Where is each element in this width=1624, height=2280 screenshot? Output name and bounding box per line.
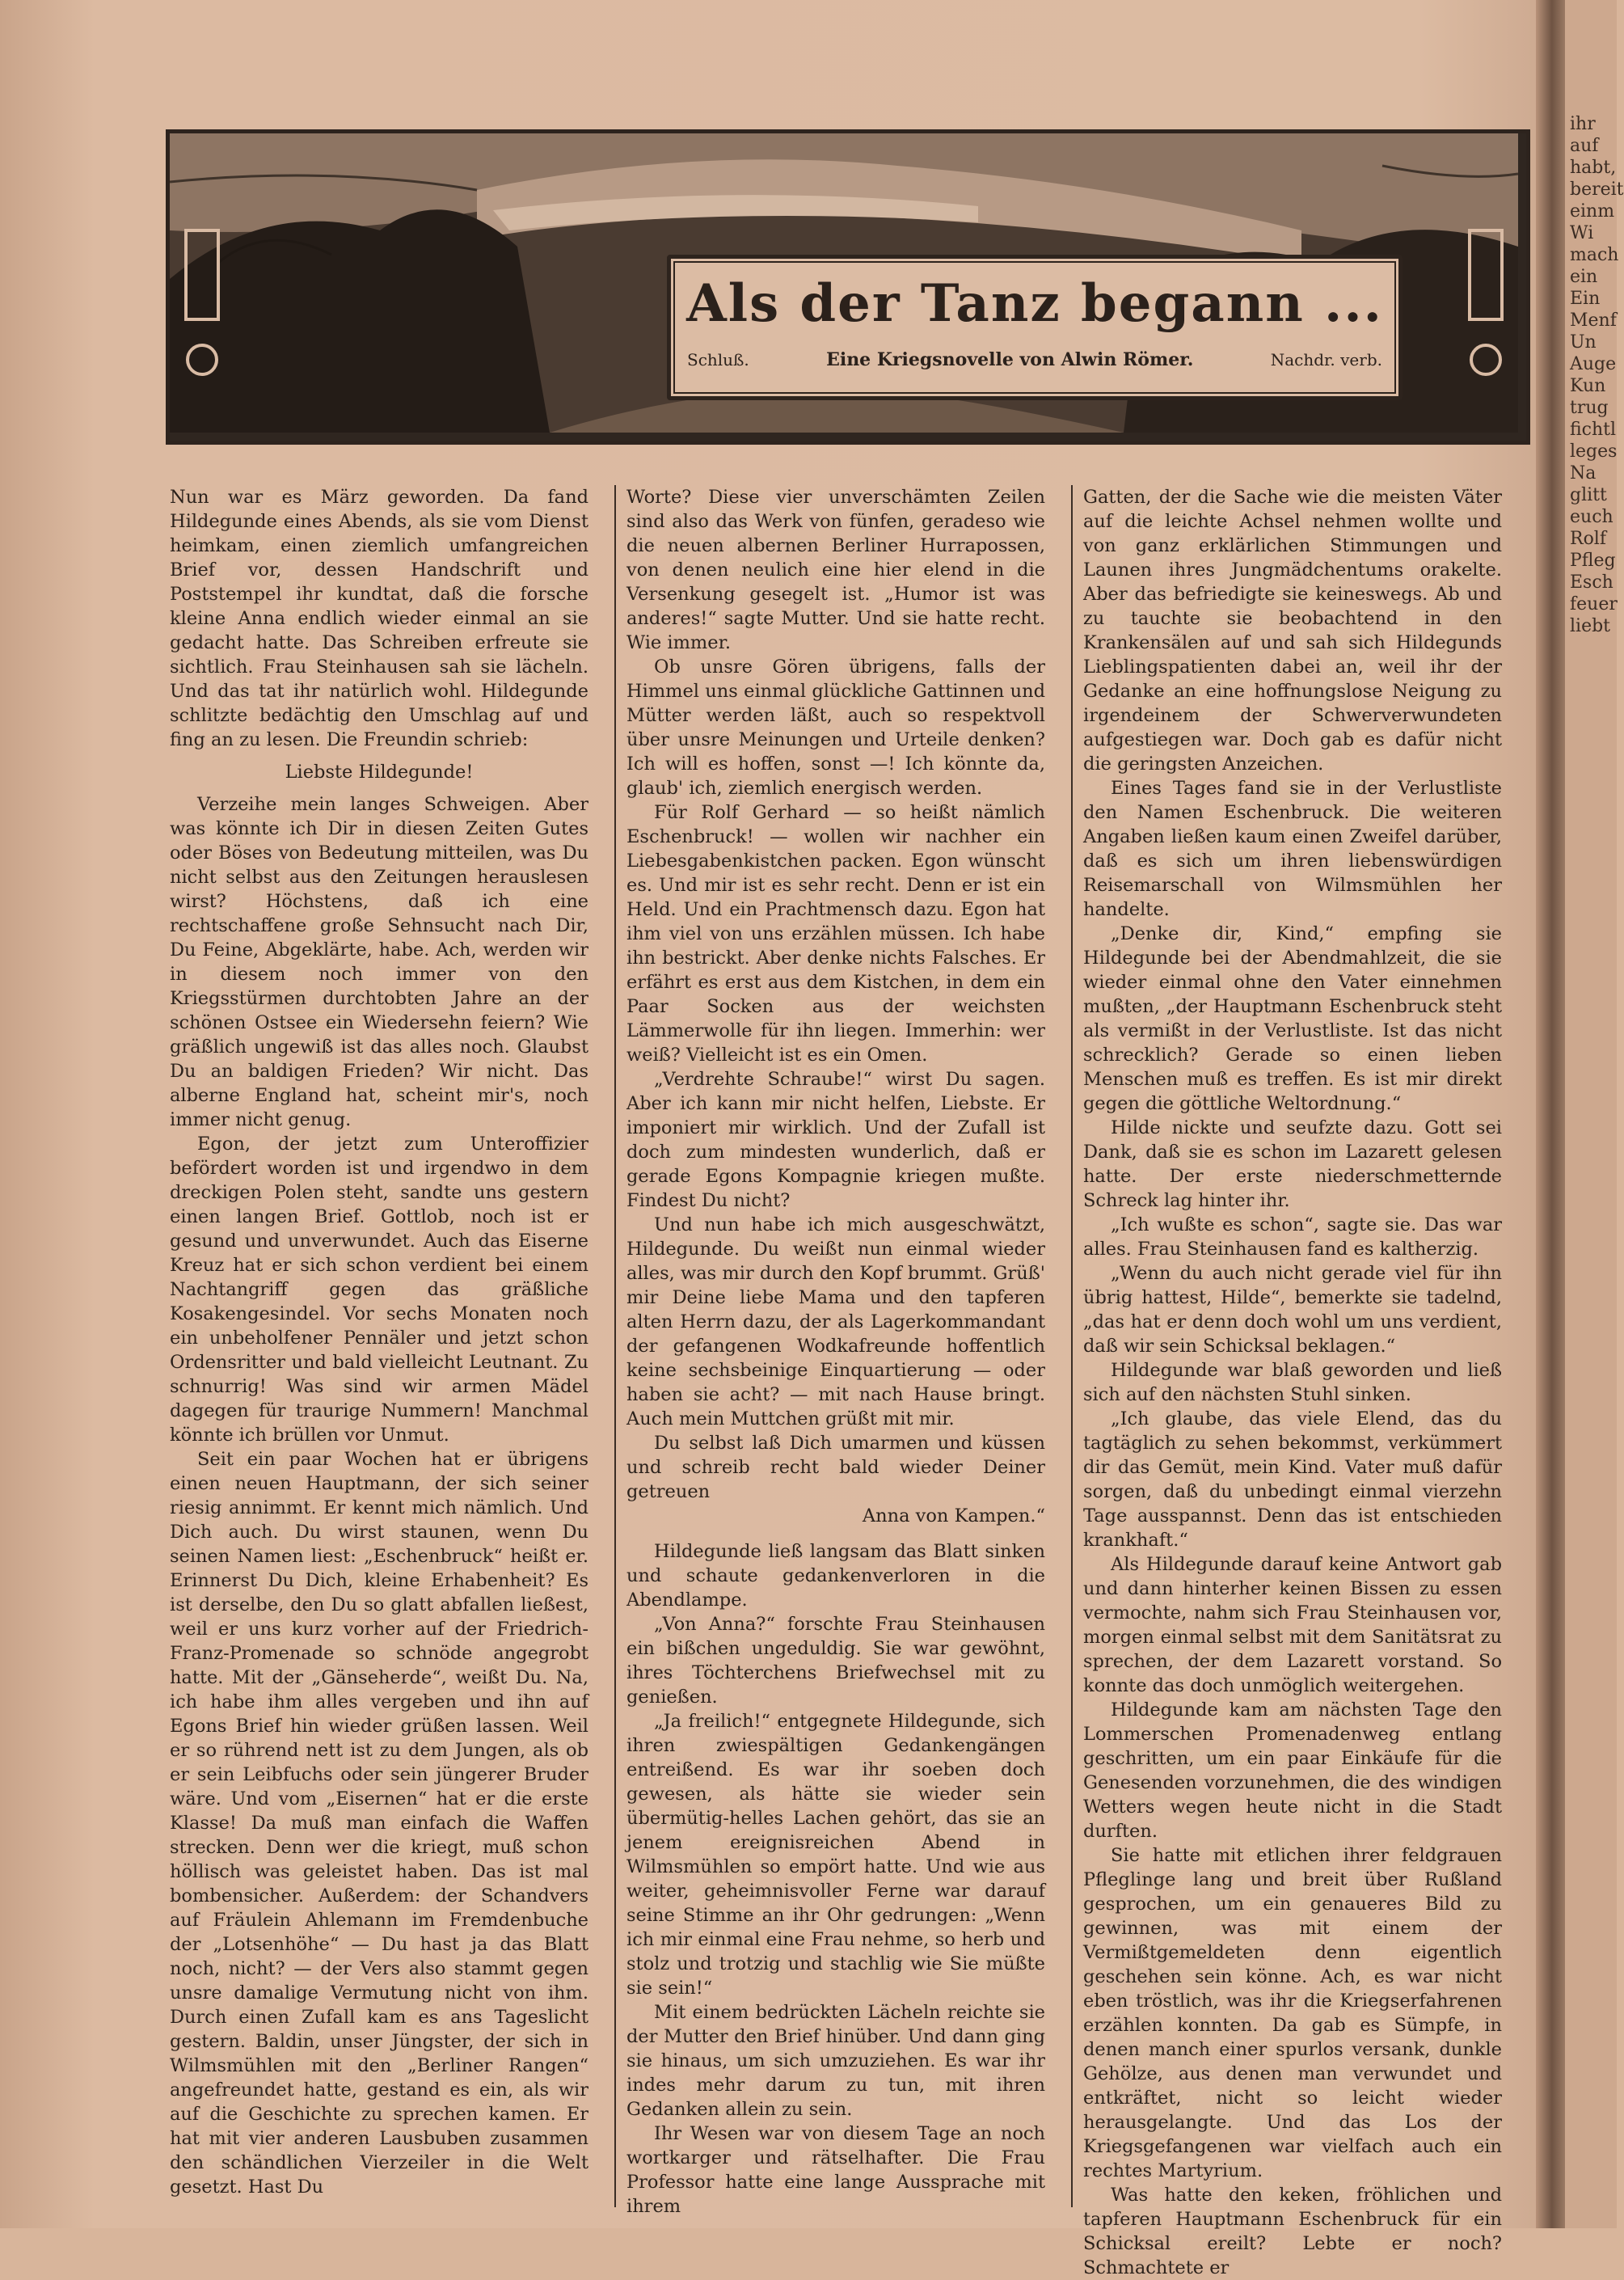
fragment: glitt <box>1570 485 1607 505</box>
article-title: Als der Tanz begann ... <box>686 273 1383 334</box>
fragment: liebt <box>1570 616 1611 636</box>
paragraph: Egon, der jetzt zum Unteroffizier befördert worden ist und irgendwo in dem dreckigen Polen steht, sandte uns gestern einen langen Brief. Gottlob, noch ist er gesund und unverwundet. Auch das Eiserne Kreuz hat er sich schon verdient bei einem Nachtangriff gegen das gräßliche Kosakengesindel. Vor sechs Monaten noch ein unbeholfener Pennäler und jetzt schon Ordensritter und bald vielleicht Leutnant. Zu schnurrig! Was sind wir armen Mädel dagegen für traurige Nummern! Manchmal könnte ich brüllen vor Unmut. <box>170 1134 588 1446</box>
fragment: Pfleg <box>1570 551 1616 571</box>
text-column-3 <box>1083 485 1502 2278</box>
fragment: trug <box>1570 398 1609 418</box>
fragment: feuer <box>1570 594 1618 614</box>
paragraph: Eines Tages fand sie in der Verlustliste den Namen Eschenbruck. Die weiteren Angaben ließen kaum einen Zweifel darüber, daß es sich um ihren liebenswürdigen Reisemarschall von Wilmsmühlen her handelte. <box>1083 778 1502 920</box>
fragment: leges <box>1570 441 1618 462</box>
paragraph: Mit einem bedrückten Lächeln reichte sie der Mutter den Brief hinüber. Und dann ging sie hinaus, um sich umzuziehen. Es war ihr indes mehr darum zu tun, mit ihren Gedanken allein zu sein. <box>626 2002 1045 2120</box>
header-illustration <box>166 129 1530 445</box>
fragment: habt, <box>1570 158 1617 178</box>
paragraph: „Verdrehte Schraube!“ wirst Du sagen. Aber ich kann mir nicht helfen, Liebste. Er imponiert mir wirklich. Und der Zufall ist doch zum mindesten wunderlich, daß er gerade Egons Kompagnie kriegen mußte. Findest Du nicht? <box>626 1069 1045 1211</box>
paragraph: „Ich glaube, das viele Elend, das du tagtäglich zu sehen bekommst, verkümmert dir das Gemüt, mein Kind. Vater muß dafür sorgen, daß du unbedingt einmal vierzehn Tage ausspannst. Denn das ist entschieden krankhaft.“ <box>1083 1408 1502 1551</box>
text-column-2 <box>626 485 1045 2215</box>
part-note: Schluß. <box>687 350 749 369</box>
fragment: fichtl <box>1570 420 1617 440</box>
paragraph: Ob unsre Gören übrigens, falls der Himmel uns einmal glückliche Gattinnen und Mütter werden läßt, auch so respektvoll über unsre Meinungen und Urteile denken? Ich will es hoffen, sonst —! Ich könnte da, glaub' ich, ziemlich energisch werden. <box>626 657 1045 799</box>
fragment: mach <box>1570 245 1619 265</box>
paragraph: Seit ein paar Wochen hat er übrigens einen neuen Hauptmann, der sich seiner riesig annimmt. Er kennt mich nämlich. Und Dich auch. Du wirst staunen, wenn Du seinen Namen liest: „Eschenbruck“ heißt er. Erinnerst Du Dich, kleine Erhabenheit? Es ist derselbe, den Du so glatt abfallen ließest, weil er uns kurz vorher auf der Friedrich-Franz-Promenade so schnöde angegrobt hatte. Mit der „Gänseherde“, weißt Du. Na, ich habe ihm alles vergeben und ihn auf Egons Brief hin wieder grüßen lassen. Weil er so rührend nett ist zu dem Jungen, als ob er sein Leibfuchs oder sein jüngerer Bruder wäre. Und vom „Eisernen“ hat er die erste Klasse! Da muß man einfach die Waffen strecken. Denn wer die kriegt, muß schon höllisch was geleistet haben. Das ist mal bombensicher. Außerdem: der Schandvers auf Fräulein Ahlemann im Fremdenbuche der „Lotsenhöhe“ — Du hast ja das Blatt noch, nicht? — der Vers also stammt gegen unsre damalige Vermutung nicht von ihm. Durch einen Zufall kam es ans Tageslicht gestern. Baldin, unser Jüngster, der sich in Wilmsmühlen mit den „Berliner Rangen“ angefreundet hatte, gestand es ein, als wir auf die Geschichte zu sprechen kamen. Er hat mit vier anderen Lausbuben zusammen den schändlichen Vierzeiler in die Welt gesetzt. Hast Du <box>170 1449 588 2198</box>
paragraph: „Denke dir, Kind,“ empfing sie Hildegunde bei der Abendmahlzeit, die sie wieder einmal ohne den Vater einnehmen mußten, „der Hauptmann Eschenbruck steht als vermißt in der Verlustliste. Ist das nicht schrecklich? Gerade so einen lieben Menschen muß es treffen. Es ist mir direkt gegen die göttliche Weltordnung.“ <box>1083 923 1502 1114</box>
letter-signature: Anna von Kampen.“ <box>862 1505 1045 1526</box>
fragment: Menf <box>1570 310 1617 331</box>
fragment: auf <box>1570 136 1599 156</box>
fragment: Wi <box>1570 223 1594 243</box>
paragraph: Worte? Diese vier unverschämten Zeilen sind also das Werk von fünfen, geradeso wie die neuen albernen Berliner Hurrapossen, von denen neulich eine hier elend in die Versenkung gesegelt ist. „Humor ist was anderes!“ sagte Mutter. Und sie hatte recht. Wie immer. <box>626 487 1045 653</box>
paragraph: Gatten, der die Sache wie die meisten Väter auf die leichte Achsel nehmen wollte und von ganz erklärlichen Stimmungen und Launen ihres Jungmädchentums orakelte. Aber das befriedigte sie keineswegs. Ab und zu tauchte sie beobachtend in den Krankensälen auf und sah sich Hildegunds Lieblingspatienten dabei an, weil ihr der Gedanke an eine hoffnungslose Neigung zu irgendeinem der Schwerverwundeten aufgestiegen war. Doch gab es dafür nicht die geringsten Anzeichen. <box>1083 487 1502 775</box>
column-rule <box>1071 485 1073 2207</box>
paragraph: Sie hatte mit etlichen ihrer feldgrauen Pfleglinge lang und breit über Rußland gesprochen, um ein genaueres Bild zu gewinnen, was mit einem der Vermißtgemeldeten denn eigentlich geschehen sein könne. Ach, es war nicht eben tröstlich, was ihr die Kriegserfahrenen erzählen konnten. Da gab es Sümpfe, in denen manch einer spurlos versank, dunkle Gehölze, aus denen man verwundet und entkräftet, nicht so leicht wieder herausgelangte. Und das Los der Kriegsgefangenen war vielfach auch ein rechtes Martyrium. <box>1083 1845 1502 2181</box>
adjacent-page-edge <box>1565 0 1624 2228</box>
byline <box>687 349 1382 370</box>
paragraph: Hildegunde ließ langsam das Blatt sinken und schaute gedankenverloren in die Abendlampe. <box>626 1541 1045 1611</box>
paragraph: „Von Anna?“ forschte Frau Steinhausen ein bißchen ungeduldig. Sie war gewöhnt, ihres Töchterchens Briefwechsel mit zu genießen. <box>626 1614 1045 1708</box>
paragraph: Ihr Wesen war von diesem Tage an noch wortkarger und rätselhafter. Die Frau Professor hatte eine lange Aussprache mit ihrem <box>626 2123 1045 2217</box>
paragraph: Hilde nickte und seufzte dazu. Gott sei Dank, daß sie es schon im Lazarett gelesen hatte. Der erste niederschmetternde Schreck lag hinter ihr. <box>1083 1117 1502 1211</box>
fragment: Rolf <box>1570 529 1606 549</box>
paragraph: Was hatte den keken, fröhlichen und tapferen Hauptmann Eschenbruck für ein Schicksal ereilt? Lebte er noch? Schmachtete er <box>1083 2185 1502 2278</box>
paragraph: Verzeihe mein langes Schweigen. Aber was könnte ich Dir in diesen Zeiten Gutes oder Böses von Bedeutung mitteilen, was Du nicht selbst aus den Zeitungen herauslesen wirst? Höchstens, daß ich eine rechtschaffene große Sehnsucht nach Dir, Du Feine, Abgeklärte, habe. Ach, werden wir in diesem noch immer von den Kriegsstürmen durchtobten Jahre an der schönen Ostsee ein Wiedersehn feiern? Wie gräßlich ungewiß ist das alles noch. Glaubst Du an baldigen Frieden? Wir nicht. Das alberne England hat, scheint mir's, noch immer nicht genug. <box>170 794 588 1130</box>
fragment: Kun <box>1570 376 1606 396</box>
paragraph: Und nun habe ich mich ausgeschwätzt, Hildegunde. Du weißt nun einmal wieder alles, was mir durch den Kopf brummt. Grüß' mir Deine liebe Mama und den tapferen alten Herrn dazu, der als Lagerkommandant der gefangenen Wodkafreunde hoffentlich keine sechsbeinige Einquartierung — oder haben sie acht? — mit nach Hause bringt. Auch mein Muttchen grüßt mit mir. <box>626 1214 1045 1429</box>
paragraph: „Ich wußte es schon“, sagte sie. Das war alles. Frau Steinhausen fand es kaltherzig. <box>1083 1214 1502 1260</box>
book-gutter <box>1536 0 1565 2228</box>
fragment: einm <box>1570 201 1615 222</box>
text-column-1 <box>170 485 588 2215</box>
paragraph: Du selbst laß Dich umarmen und küssen und schreib recht bald wieder Deiner getreuen <box>626 1433 1045 1502</box>
letter-salutation: Liebste Hildegunde! <box>285 762 474 783</box>
fragment: ein <box>1570 267 1598 287</box>
fragment: Ein <box>1570 289 1601 309</box>
title-plate <box>667 255 1403 400</box>
paragraph: Hildegunde kam am nächsten Tage den Lommerschen Promenadenweg entlang geschritten, um ein paar Einkäufe für die Genesenden vorzunehmen, die des windigen Wetters wegen heute nicht in die Stadt durften. <box>1083 1699 1502 1842</box>
paragraph: Für Rolf Gerhard — so heißt nämlich Eschenbruck! — wollen wir nachher ein Liebesgabenkistchen packen. Egon wünscht es. Und mir ist es sehr recht. Denn er ist ein Held. Und ein Prachtmensch dazu. Egon hat ihm viel von uns erzählen müssen. Ich habe ihn bestrickt. Aber denke nichts Falsches. Er erfährt es erst aus dem Kistchen, in dem ein Paar Socken aus der weichsten Lämmerwolle für ihn liegen. Immerhin: wer weiß? Vielleicht ist es ein Omen. <box>626 802 1045 1066</box>
paragraph: Als Hildegunde darauf keine Antwort gab und dann hinterher keinen Bissen zu essen vermochte, nahm sich Frau Steinhausen vor, morgen einmal selbst mit dem Sanitätsrat zu sprechen, der dem Lazarett vorstand. So konnte das doch unmöglich weitergehen. <box>1083 1554 1502 1696</box>
subtitle: Eine Kriegsnovelle von Alwin Römer. <box>826 349 1194 370</box>
fragment: Na <box>1570 463 1597 483</box>
reprint-note: Nachdr. verb. <box>1270 350 1382 369</box>
fragment: Un <box>1570 332 1597 353</box>
column-rule <box>614 485 616 2207</box>
fragment: Auge <box>1570 354 1617 374</box>
fragment: bereit <box>1570 179 1624 200</box>
paragraph: „Ja freilich!“ entgegnete Hildegunde, sich ihren zwiespältigen Gedankengängen entreißend. Es war ihr soeben doch gewesen, als hätte sie wieder sein übermütig-helles Lachen gehört, das sie an jenem ereignisreichen Abend in Wilmsmühlen so empört hatte. Und wie aus weiter, geheimnisvoller Ferne war darauf seine Stimme an ihr Ohr gedrungen: „Wenn ich mir einmal eine Frau nehme, so herb und stolz und trotzig und stachlig wie Sie müßte sie sein!“ <box>626 1711 1045 1999</box>
fragment: ihr <box>1570 114 1596 134</box>
paragraph: „Wenn du auch nicht gerade viel für ihn übrig hattest, Hilde“, bemerkte sie tadelnd, „das hat er denn doch wohl um uns verdient, daß wir sein Schicksal beklagen.“ <box>1083 1263 1502 1357</box>
paragraph: Hildegunde war blaß geworden und ließ sich auf den nächsten Stuhl sinken. <box>1083 1360 1502 1405</box>
fragment: Esch <box>1570 572 1613 593</box>
paragraph: Nun war es März geworden. Da fand Hildegunde eines Abends, als sie vom Dienst heimkam, einen ziemlich umfangreichen Brief vor, dessen Handschrift und Poststempel ihr kundtat, daß die forsche kleine Anna endlich wieder einmal an sie gedacht hatte. Das Schreiben erfreute sie sichtlich. Frau Steinhausen sah sie lächeln. Und das tat ihr natürlich wohl. Hildegunde schlitzte bedächtig den Umschlag auf und fing an zu lesen. Die Freundin schrieb: <box>170 487 588 750</box>
fragment: euch <box>1570 507 1613 527</box>
